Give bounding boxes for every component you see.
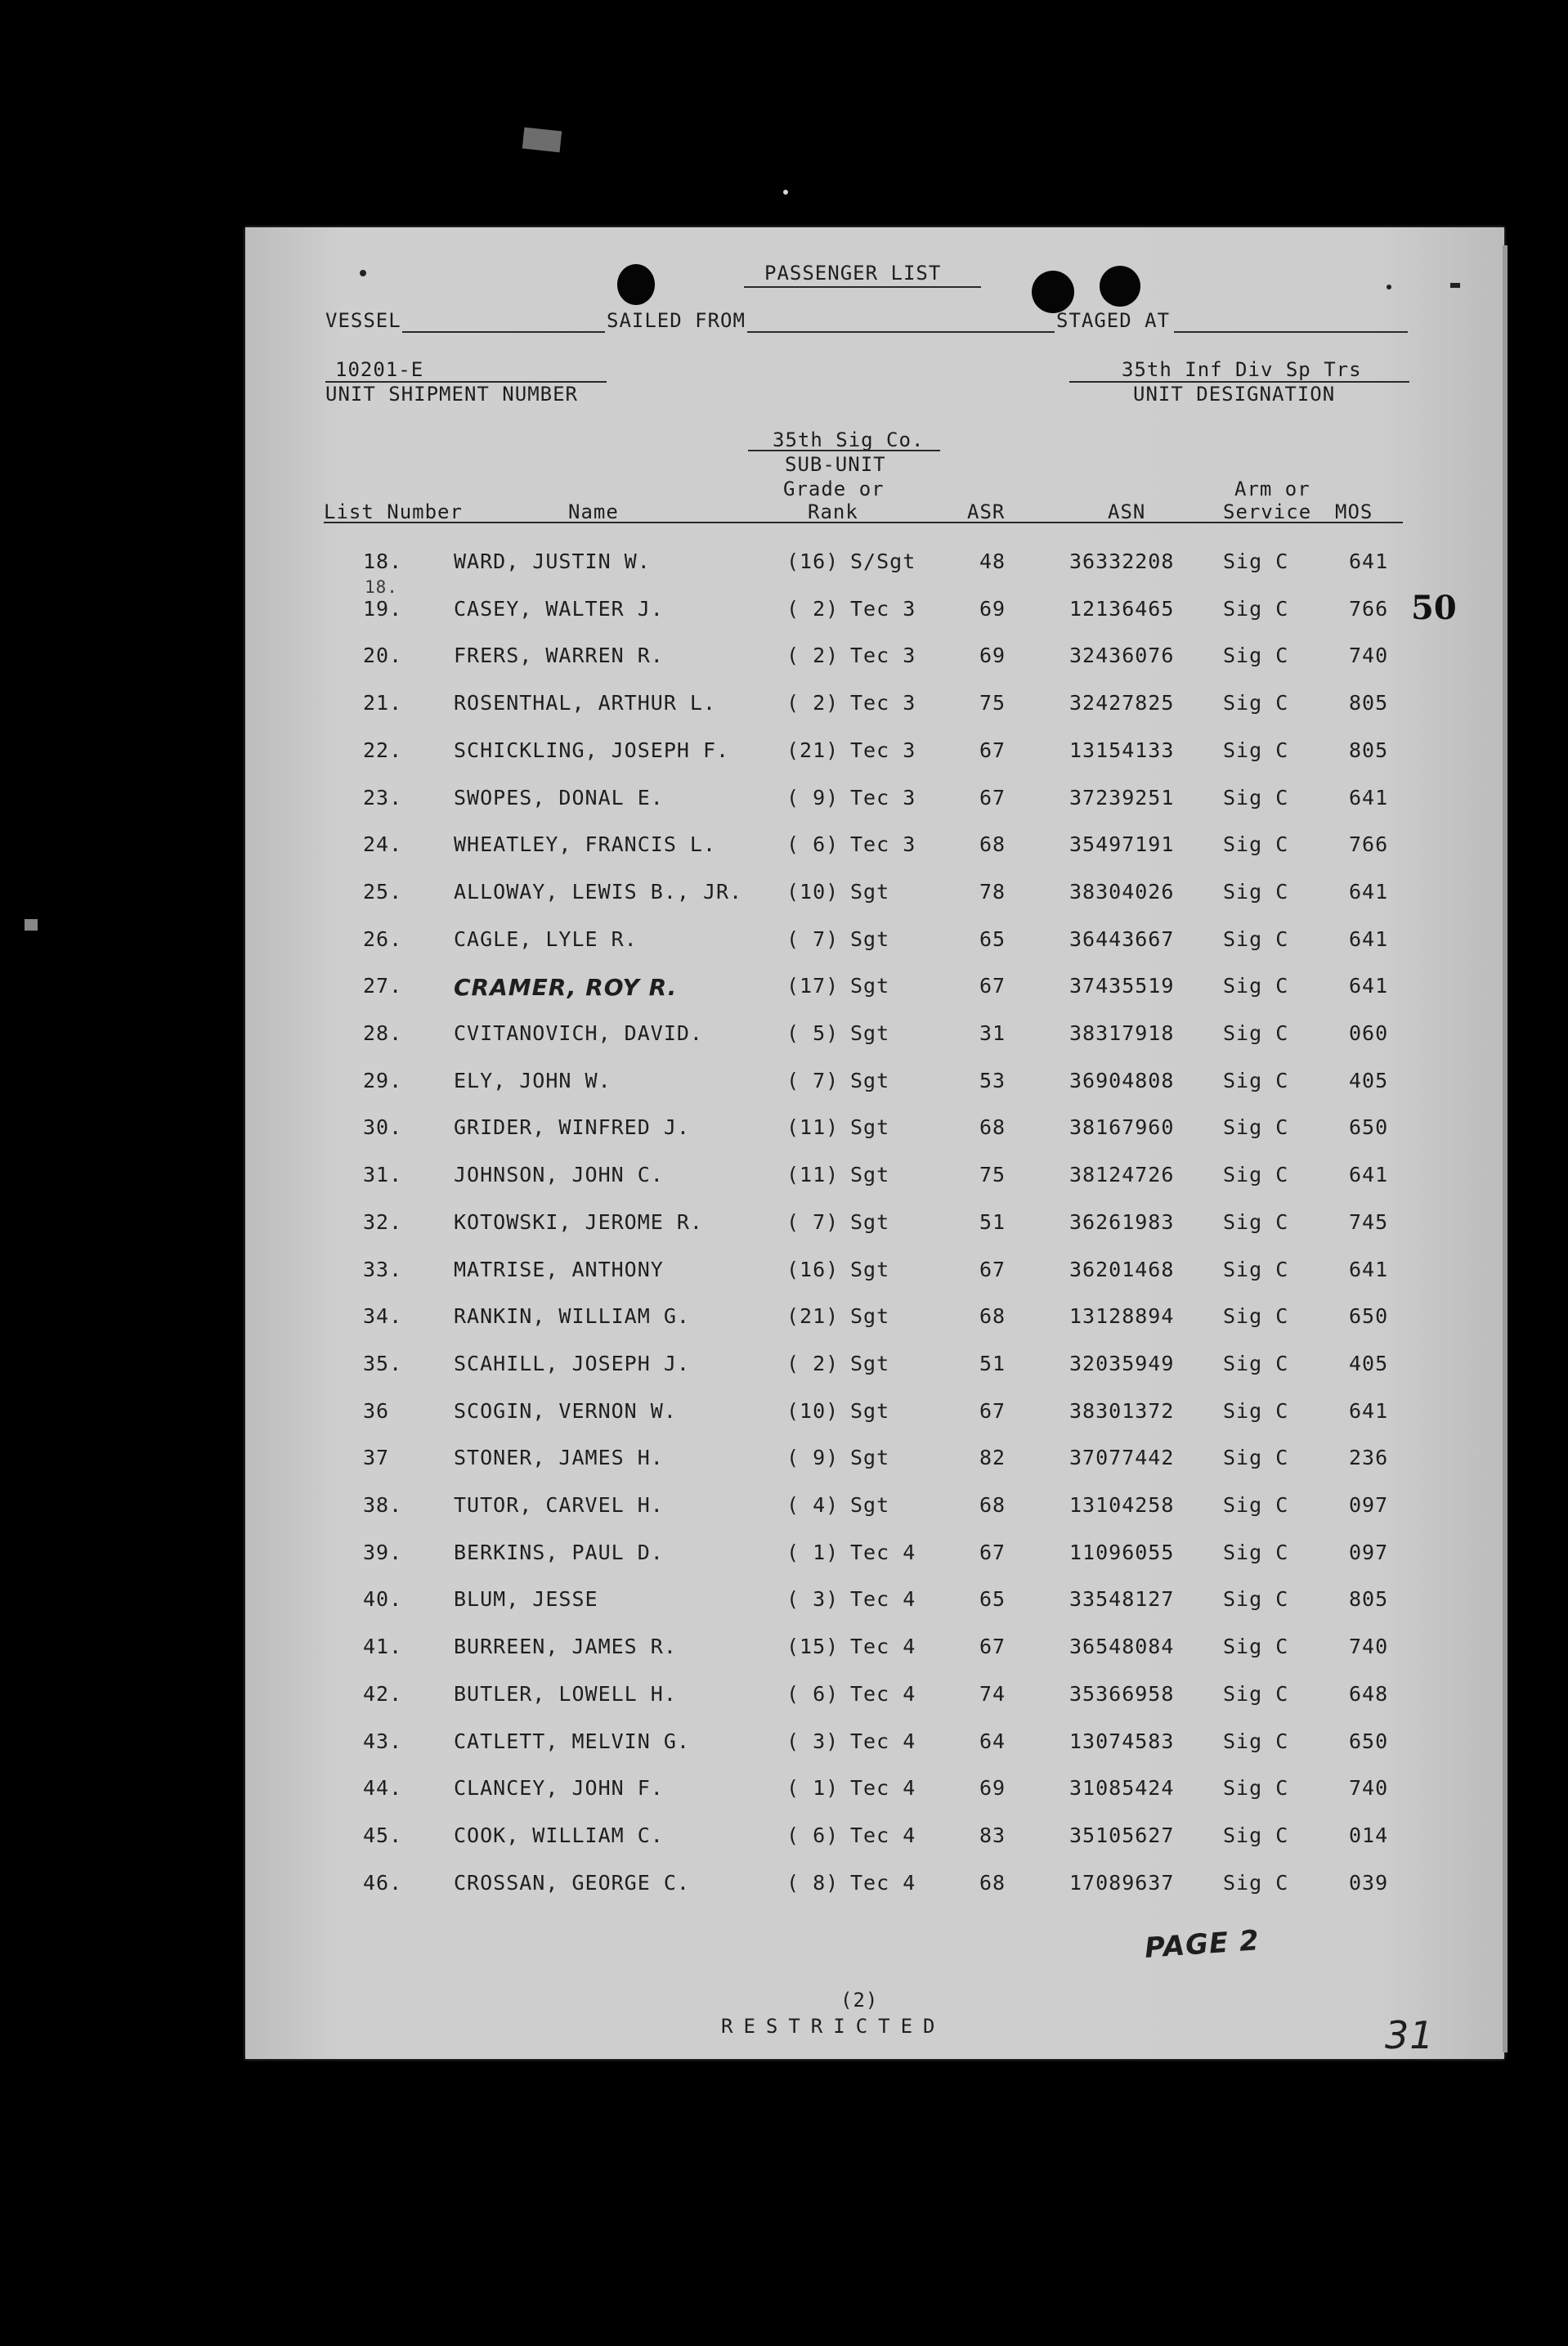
arm-or-service: Sig C: [1223, 549, 1289, 573]
staged-at-line: [1174, 331, 1408, 333]
list-number: 19.: [363, 597, 403, 621]
rank: Sgt: [850, 1069, 890, 1092]
title-underline: [744, 286, 981, 288]
asn: 17089637: [1069, 1871, 1175, 1895]
list-number: 27.: [363, 974, 403, 998]
sub-unit-underline: [748, 450, 940, 451]
arm-or-service: Sig C: [1223, 597, 1289, 621]
passenger-name: SCOGIN, VERNON W.: [454, 1399, 677, 1423]
arm-or-service: Sig C: [1223, 786, 1289, 810]
passenger-name: WHEATLEY, FRANCIS L.: [454, 832, 717, 856]
asr: 48: [979, 549, 1006, 573]
arm-or-service: Sig C: [1223, 1493, 1289, 1517]
grade-code: ( 2): [786, 644, 840, 667]
asr: 51: [979, 1352, 1006, 1375]
arm-or-service: Sig C: [1223, 1729, 1289, 1753]
mos: 766: [1349, 832, 1389, 856]
mos: 740: [1349, 1776, 1389, 1800]
document-title: PASSENGER LIST: [764, 262, 942, 285]
asr: 67: [979, 786, 1006, 810]
punch-hole: [1100, 266, 1140, 307]
asr: 83: [979, 1823, 1006, 1847]
column-header-asn: ASN: [1108, 500, 1146, 523]
grade-code: ( 9): [786, 1446, 840, 1469]
mos: 648: [1349, 1682, 1389, 1706]
passenger-name: BURREEN, JAMES R.: [454, 1635, 677, 1658]
asn: 38304026: [1069, 880, 1175, 904]
grade-code: ( 7): [786, 927, 840, 951]
asr: 67: [979, 1635, 1006, 1658]
mos: 641: [1349, 1399, 1389, 1423]
arm-or-service: Sig C: [1223, 1021, 1289, 1045]
rank: Sgt: [850, 1304, 890, 1328]
sailed-from-label: SAILED FROM: [607, 309, 746, 332]
mos: 745: [1349, 1210, 1389, 1234]
mos: 805: [1349, 1587, 1389, 1611]
column-header-arm: Arm or: [1234, 478, 1310, 500]
mark: [360, 270, 366, 276]
mos: 641: [1349, 1258, 1389, 1281]
list-number: 45.: [363, 1823, 403, 1847]
passenger-name: CAGLE, LYLE R.: [454, 927, 638, 951]
asr: 68: [979, 1871, 1006, 1895]
asn: 11096055: [1069, 1541, 1175, 1564]
mos: 405: [1349, 1069, 1389, 1092]
passenger-name: CASEY, WALTER J.: [454, 597, 664, 621]
asr: 68: [979, 1493, 1006, 1517]
arm-or-service: Sig C: [1223, 1635, 1289, 1658]
grade-code: ( 3): [786, 1587, 840, 1611]
asn: 13074583: [1069, 1729, 1175, 1753]
column-header-mos: MOS: [1335, 500, 1373, 523]
mos: 766: [1349, 597, 1389, 621]
list-number: 38.: [363, 1493, 403, 1517]
arm-or-service: Sig C: [1223, 974, 1289, 998]
asr: 75: [979, 691, 1006, 715]
asr: 68: [979, 832, 1006, 856]
asr: 82: [979, 1446, 1006, 1469]
arm-or-service: Sig C: [1223, 1871, 1289, 1895]
asr: 51: [979, 1210, 1006, 1234]
grade-code: (21): [786, 738, 840, 762]
rank: Tec 3: [850, 786, 916, 810]
column-header-service: Service: [1223, 500, 1312, 523]
rank: Sgt: [850, 1258, 890, 1281]
rank: Sgt: [850, 1210, 890, 1234]
asr: 31: [979, 1021, 1006, 1045]
rank: Tec 4: [850, 1541, 916, 1564]
mos: 650: [1349, 1729, 1389, 1753]
column-header-name: Name: [568, 500, 619, 523]
passenger-name: KOTOWSKI, JEROME R.: [454, 1210, 703, 1234]
asn: 13128894: [1069, 1304, 1175, 1328]
asn: 38317918: [1069, 1021, 1175, 1045]
grade-code: (16): [786, 549, 840, 573]
grade-code: (10): [786, 1399, 840, 1423]
punch-hole: [617, 264, 655, 305]
corner-number: 31: [1385, 2013, 1435, 2057]
asn: 37435519: [1069, 974, 1175, 998]
mos: 641: [1349, 880, 1389, 904]
unit-shipment-number: 10201-E: [335, 358, 424, 381]
arm-or-service: Sig C: [1223, 1587, 1289, 1611]
arm-or-service: Sig C: [1223, 1682, 1289, 1706]
column-header-underline: [324, 522, 1403, 523]
asn: 36443667: [1069, 927, 1175, 951]
arm-or-service: Sig C: [1223, 1210, 1289, 1234]
asn: 13104258: [1069, 1493, 1175, 1517]
list-number: 24.: [363, 832, 403, 856]
rank: Tec 4: [850, 1776, 916, 1800]
column-header-rank: Rank: [808, 500, 858, 523]
asn: 36201468: [1069, 1258, 1175, 1281]
rank: Sgt: [850, 1352, 890, 1375]
list-number: 43.: [363, 1729, 403, 1753]
list-number: 37: [363, 1446, 390, 1469]
asn: 37077442: [1069, 1446, 1175, 1469]
grade-code: ( 6): [786, 1823, 840, 1847]
mos: 650: [1349, 1304, 1389, 1328]
list-number: 44.: [363, 1776, 403, 1800]
asr: 67: [979, 1258, 1006, 1281]
list-number: 30.: [363, 1115, 403, 1139]
list-number: 46.: [363, 1871, 403, 1895]
list-number: 20.: [363, 644, 403, 667]
asn: 38167960: [1069, 1115, 1175, 1139]
list-number: 29.: [363, 1069, 403, 1092]
mos: 641: [1349, 974, 1389, 998]
passenger-name: ELY, JOHN W.: [454, 1069, 612, 1092]
asn: 35105627: [1069, 1823, 1175, 1847]
rank: Sgt: [850, 1493, 890, 1517]
rank: Tec 3: [850, 597, 916, 621]
rank: Sgt: [850, 927, 890, 951]
passenger-name: CVITANOVICH, DAVID.: [454, 1021, 703, 1045]
mos: 805: [1349, 691, 1389, 715]
asr: 75: [979, 1163, 1006, 1186]
passenger-name: FRERS, WARREN R.: [454, 644, 664, 667]
grade-code: (10): [786, 880, 840, 904]
list-number: 26.: [363, 927, 403, 951]
asr: 74: [979, 1682, 1006, 1706]
grade-code: ( 4): [786, 1493, 840, 1517]
arm-or-service: Sig C: [1223, 1115, 1289, 1139]
passenger-name: ALLOWAY, LEWIS B., JR.: [454, 880, 743, 904]
arm-or-service: Sig C: [1223, 1776, 1289, 1800]
mos: 097: [1349, 1541, 1389, 1564]
unit-designation-label: UNIT DESIGNATION: [1133, 383, 1336, 406]
rank: Sgt: [850, 1399, 890, 1423]
column-header-asr: ASR: [967, 500, 1006, 523]
grade-code: ( 6): [786, 1682, 840, 1706]
asn: 37239251: [1069, 786, 1175, 810]
mark: [1450, 283, 1460, 288]
grade-code: ( 8): [786, 1871, 840, 1895]
grade-code: ( 2): [786, 691, 840, 715]
arm-or-service: Sig C: [1223, 880, 1289, 904]
vessel-line: [402, 331, 605, 333]
asn: 12136465: [1069, 597, 1175, 621]
grade-code: (15): [786, 1635, 840, 1658]
grade-code: ( 5): [786, 1021, 840, 1045]
arm-or-service: Sig C: [1223, 1304, 1289, 1328]
arm-or-service: Sig C: [1223, 738, 1289, 762]
mos: 060: [1349, 1021, 1389, 1045]
list-number: 42.: [363, 1682, 403, 1706]
rank: Tec 4: [850, 1729, 916, 1753]
asr: 64: [979, 1729, 1006, 1753]
unit-shipment-label: UNIT SHIPMENT NUMBER: [325, 383, 578, 406]
list-number: 28.: [363, 1021, 403, 1045]
mos: 236: [1349, 1446, 1389, 1469]
grade-code: ( 1): [786, 1541, 840, 1564]
arm-or-service: Sig C: [1223, 1352, 1289, 1375]
rank: Tec 3: [850, 691, 916, 715]
arm-or-service: Sig C: [1223, 1823, 1289, 1847]
paper-scrap: [25, 919, 38, 931]
grade-code: ( 6): [786, 832, 840, 856]
column-header-list-number: List Number: [324, 500, 463, 523]
paper-scrap: [522, 128, 562, 153]
mos: 641: [1349, 1163, 1389, 1186]
asr: 69: [979, 644, 1006, 667]
passenger-name: SWOPES, DONAL E.: [454, 786, 664, 810]
grade-code: (17): [786, 974, 840, 998]
asn: 32035949: [1069, 1352, 1175, 1375]
asn: 32436076: [1069, 644, 1175, 667]
sailed-from-line: [747, 331, 1055, 333]
asr: 69: [979, 1776, 1006, 1800]
rank: S/Sgt: [850, 549, 916, 573]
asn: 36548084: [1069, 1635, 1175, 1658]
grade-code: ( 7): [786, 1069, 840, 1092]
asr: 65: [979, 927, 1006, 951]
rank: Sgt: [850, 1115, 890, 1139]
asn: 13154133: [1069, 738, 1175, 762]
asn: 36904808: [1069, 1069, 1175, 1092]
rank: Tec 3: [850, 832, 916, 856]
grade-code: ( 3): [786, 1729, 840, 1753]
passenger-name: WARD, JUSTIN W.: [454, 549, 651, 573]
asn: 38301372: [1069, 1399, 1175, 1423]
passenger-name: RANKIN, WILLIAM G.: [454, 1304, 690, 1328]
mos: 641: [1349, 549, 1389, 573]
punch-hole: [1032, 271, 1074, 313]
list-number: 25.: [363, 880, 403, 904]
arm-or-service: Sig C: [1223, 691, 1289, 715]
rank: Tec 4: [850, 1682, 916, 1706]
arm-or-service: Sig C: [1223, 832, 1289, 856]
asn: 33548127: [1069, 1587, 1175, 1611]
arm-or-service: Sig C: [1223, 644, 1289, 667]
rank: Sgt: [850, 1021, 890, 1045]
list-number: 34.: [363, 1304, 403, 1328]
arm-or-service: Sig C: [1223, 1541, 1289, 1564]
arm-or-service: Sig C: [1223, 1163, 1289, 1186]
page-edge: [1503, 245, 1508, 2052]
mos: 650: [1349, 1115, 1389, 1139]
passenger-name: BLUM, JESSE: [454, 1587, 598, 1611]
arm-or-service: Sig C: [1223, 1399, 1289, 1423]
grade-code: (11): [786, 1115, 840, 1139]
grade-code: (16): [786, 1258, 840, 1281]
asr: 68: [979, 1115, 1006, 1139]
passenger-name: BUTLER, LOWELL H.: [454, 1682, 677, 1706]
asr: 68: [979, 1304, 1006, 1328]
asr: 69: [979, 597, 1006, 621]
rank: Sgt: [850, 1163, 890, 1186]
mos: 014: [1349, 1823, 1389, 1847]
list-number: 21.: [363, 691, 403, 715]
grade-code: ( 2): [786, 1352, 840, 1375]
mos: 405: [1349, 1352, 1389, 1375]
asr: 65: [979, 1587, 1006, 1611]
passenger-name: STONER, JAMES H.: [454, 1446, 664, 1469]
stamp-50: 50: [1411, 589, 1457, 627]
rank: Sgt: [850, 1446, 890, 1469]
asn: 36332208: [1069, 549, 1175, 573]
footer-classification: RESTRICTED: [721, 2015, 946, 2038]
mos: 641: [1349, 786, 1389, 810]
arm-or-service: Sig C: [1223, 1258, 1289, 1281]
column-header-grade: Grade or: [783, 478, 885, 500]
asr: 67: [979, 738, 1006, 762]
list-number: 32.: [363, 1210, 403, 1234]
grade-code: (21): [786, 1304, 840, 1328]
asr: 67: [979, 1541, 1006, 1564]
asn: 35366958: [1069, 1682, 1175, 1706]
list-number: 41.: [363, 1635, 403, 1658]
grade-code: (11): [786, 1163, 840, 1186]
passenger-name: JOHNSON, JOHN C.: [454, 1163, 664, 1186]
rank: Tec 3: [850, 738, 916, 762]
grade-code: ( 9): [786, 786, 840, 810]
annotation-small-18: 18.: [365, 577, 398, 597]
passenger-name: ROSENTHAL, ARTHUR L.: [454, 691, 717, 715]
page-note: PAGE 2: [1143, 1924, 1261, 1965]
passenger-name: CATLETT, MELVIN G.: [454, 1729, 690, 1753]
arm-or-service: Sig C: [1223, 1446, 1289, 1469]
asr: 67: [979, 974, 1006, 998]
list-number: 23.: [363, 786, 403, 810]
list-number: 35.: [363, 1352, 403, 1375]
asr: 53: [979, 1069, 1006, 1092]
list-number: 39.: [363, 1541, 403, 1564]
list-number: 36: [363, 1399, 390, 1423]
asn: 38124726: [1069, 1163, 1175, 1186]
mark: [1387, 285, 1391, 289]
asn: 31085424: [1069, 1776, 1175, 1800]
mos: 641: [1349, 927, 1389, 951]
vessel-label: VESSEL: [325, 309, 401, 332]
mos: 740: [1349, 644, 1389, 667]
asr: 78: [979, 880, 1006, 904]
grade-code: ( 7): [786, 1210, 840, 1234]
speck: [783, 190, 788, 195]
passenger-name: GRIDER, WINFRED J.: [454, 1115, 690, 1139]
rank: Tec 4: [850, 1635, 916, 1658]
mos: 039: [1349, 1871, 1389, 1895]
asn: 32427825: [1069, 691, 1175, 715]
asn: 36261983: [1069, 1210, 1175, 1234]
passenger-name: SCHICKLING, JOSEPH F.: [454, 738, 730, 762]
mos: 740: [1349, 1635, 1389, 1658]
passenger-name: BERKINS, PAUL D.: [454, 1541, 664, 1564]
list-number: 33.: [363, 1258, 403, 1281]
list-number: 18.: [363, 549, 403, 573]
passenger-name: SCAHILL, JOSEPH J.: [454, 1352, 690, 1375]
asn: 35497191: [1069, 832, 1175, 856]
rank: Tec 4: [850, 1823, 916, 1847]
sub-unit: 35th Sig Co.: [773, 428, 925, 451]
mos: 097: [1349, 1493, 1389, 1517]
footer-page-number: (2): [840, 1989, 879, 2012]
list-number: 22.: [363, 738, 403, 762]
rank: Sgt: [850, 974, 890, 998]
passenger-name: CLANCEY, JOHN F.: [454, 1776, 664, 1800]
sub-unit-label: SUB-UNIT: [785, 453, 886, 476]
rank: Tec 4: [850, 1871, 916, 1895]
arm-or-service: Sig C: [1223, 1069, 1289, 1092]
grade-code: ( 2): [786, 597, 840, 621]
rank: Tec 4: [850, 1587, 916, 1611]
mos: 805: [1349, 738, 1389, 762]
arm-or-service: Sig C: [1223, 927, 1289, 951]
unit-designation: 35th Inf Div Sp Trs: [1122, 358, 1362, 381]
rank: Tec 3: [850, 644, 916, 667]
list-number: 40.: [363, 1587, 403, 1611]
list-number: 31.: [363, 1163, 403, 1186]
passenger-name: CROSSAN, GEORGE C.: [454, 1871, 690, 1895]
passenger-name: COOK, WILLIAM C.: [454, 1823, 664, 1847]
rank: Sgt: [850, 880, 890, 904]
asr: 67: [979, 1399, 1006, 1423]
staged-at-label: STAGED AT: [1056, 309, 1171, 332]
grade-code: ( 1): [786, 1776, 840, 1800]
passenger-name: TUTOR, CARVEL H.: [454, 1493, 664, 1517]
passenger-name: MATRISE, ANTHONY: [454, 1258, 664, 1281]
passenger-name: CRAMER, ROY R.: [454, 974, 678, 1001]
